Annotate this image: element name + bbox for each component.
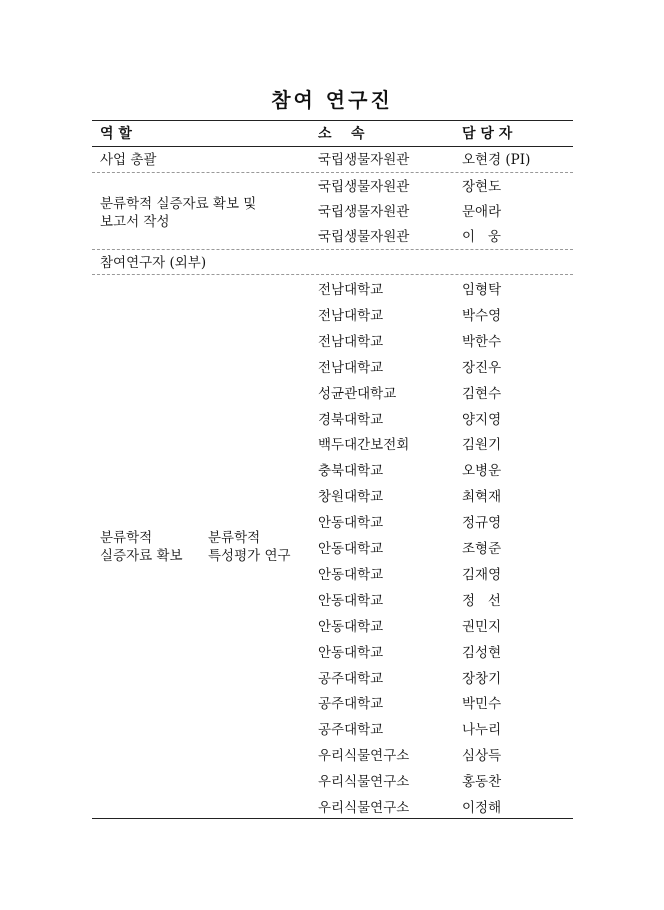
person-cell: 김재영 bbox=[462, 566, 502, 583]
affiliation-cell: 안동대학교 bbox=[318, 541, 384, 557]
group-label: 분류학적 bbox=[208, 530, 261, 546]
person-cell: 임형탁 bbox=[462, 282, 502, 298]
group-label: 분류학적 실증자료 확보 및 bbox=[100, 196, 257, 212]
affiliation-cell: 우리식물연구소 bbox=[318, 774, 410, 791]
affiliation-cell: 전남대학교 bbox=[318, 282, 384, 298]
affiliation-cell: 국립생물자원관 bbox=[318, 229, 410, 245]
row-separator bbox=[92, 172, 573, 173]
affiliation-cell: 안동대학교 bbox=[318, 592, 384, 609]
affiliation-cell: 공주대학교 bbox=[318, 696, 384, 713]
affiliation-cell: 안동대학교 bbox=[318, 618, 384, 635]
row-separator bbox=[92, 249, 573, 250]
affiliation-cell: 전남대학교 bbox=[318, 333, 384, 350]
person-cell: 권민지 bbox=[462, 618, 502, 635]
affiliation-cell: 안동대학교 bbox=[318, 566, 384, 583]
person-cell: 최혁재 bbox=[462, 489, 502, 506]
header-role: 역 할 bbox=[100, 126, 132, 142]
affiliation-cell: 전남대학교 bbox=[318, 307, 384, 324]
role-cell: 사업 총괄 bbox=[100, 152, 157, 168]
role-cell: 참여연구자 (외부) bbox=[100, 255, 207, 271]
person-cell: 오현경 (PI) bbox=[462, 152, 531, 168]
person-cell: 박한수 bbox=[462, 333, 502, 350]
person-cell: 김성현 bbox=[462, 644, 502, 661]
person-cell: 오병운 bbox=[462, 463, 502, 480]
affiliation-cell: 충북대학교 bbox=[318, 463, 384, 480]
group-label: 분류학적 bbox=[100, 530, 153, 546]
person-cell: 홍동찬 bbox=[462, 774, 502, 791]
affiliation-cell: 경북대학교 bbox=[318, 411, 384, 428]
affiliation-cell: 우리식물연구소 bbox=[318, 748, 410, 765]
affiliation-cell: 성균관대학교 bbox=[318, 385, 397, 402]
header-person: 담 당 자 bbox=[462, 126, 513, 142]
person-cell: 정 선 bbox=[462, 592, 501, 609]
group-label: 특성평가 연구 bbox=[208, 548, 291, 564]
group-label: 실증자료 확보 bbox=[100, 548, 183, 564]
affiliation-cell: 우리식물연구소 bbox=[318, 800, 410, 816]
person-cell: 이 웅 bbox=[462, 229, 501, 245]
person-cell: 장창기 bbox=[462, 670, 502, 687]
table-bottom-rule bbox=[92, 818, 573, 819]
person-cell: 정규영 bbox=[462, 515, 502, 532]
person-cell: 장현도 bbox=[462, 179, 502, 195]
affiliation-cell: 국립생물자원관 bbox=[318, 152, 410, 168]
person-cell: 박민수 bbox=[462, 696, 502, 713]
page-title: 참여 연구진 bbox=[271, 88, 393, 112]
row-separator bbox=[92, 274, 573, 275]
affiliation-cell: 백두대간보전회 bbox=[318, 437, 410, 454]
affiliation-cell: 국립생물자원관 bbox=[318, 204, 410, 220]
person-cell: 양지영 bbox=[462, 411, 502, 428]
affiliation-cell: 공주대학교 bbox=[318, 670, 384, 687]
affiliation-cell: 창원대학교 bbox=[318, 489, 384, 506]
person-cell: 조형준 bbox=[462, 541, 502, 557]
group-label: 보고서 작성 bbox=[100, 214, 170, 230]
affiliation-cell: 안동대학교 bbox=[318, 644, 384, 661]
header-affiliation: 소 속 bbox=[318, 126, 365, 142]
person-cell: 문애라 bbox=[462, 204, 502, 220]
person-cell: 심상득 bbox=[462, 748, 502, 765]
person-cell: 장진우 bbox=[462, 359, 502, 376]
person-cell: 박수영 bbox=[462, 307, 502, 324]
affiliation-cell: 안동대학교 bbox=[318, 515, 384, 532]
person-cell: 나누리 bbox=[462, 722, 502, 739]
affiliation-cell: 전남대학교 bbox=[318, 359, 384, 376]
header-bottom-rule bbox=[92, 146, 573, 147]
person-cell: 김현수 bbox=[462, 385, 502, 402]
person-cell: 김원기 bbox=[462, 437, 502, 454]
person-cell: 이정해 bbox=[462, 800, 502, 816]
affiliation-cell: 국립생물자원관 bbox=[318, 179, 410, 195]
table-top-rule bbox=[92, 120, 573, 121]
affiliation-cell: 공주대학교 bbox=[318, 722, 384, 739]
